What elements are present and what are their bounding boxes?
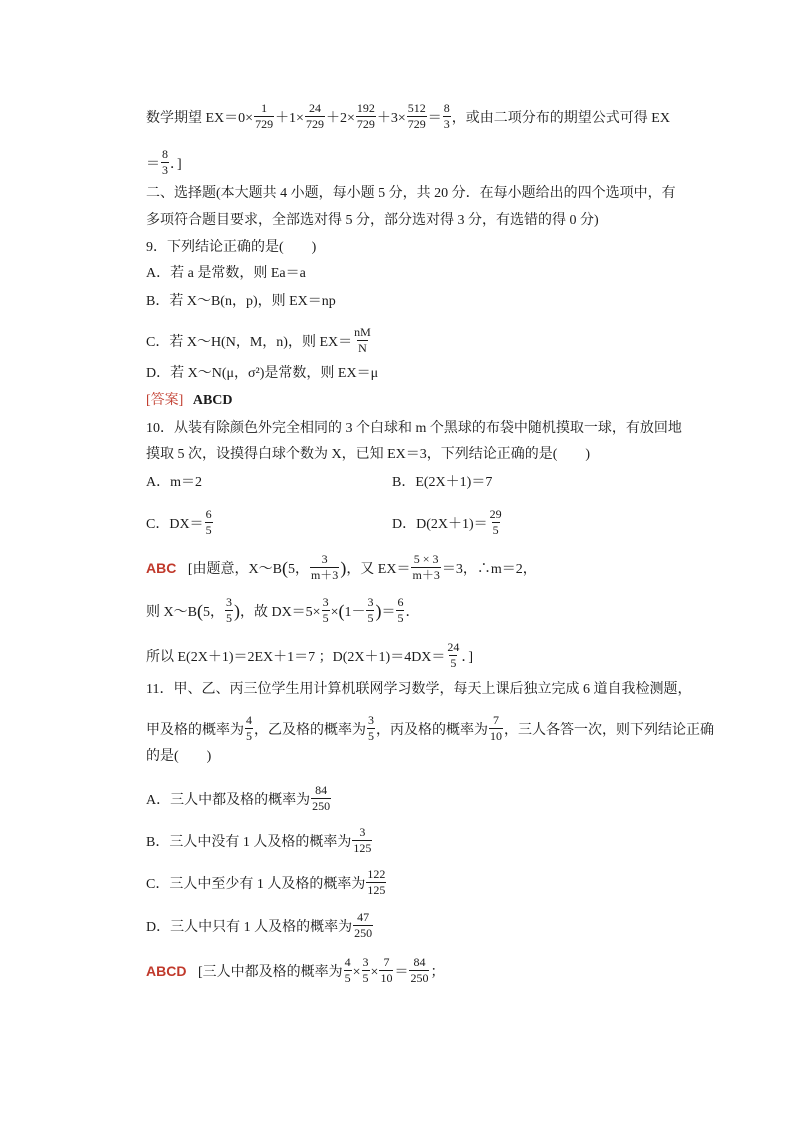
denominator: m＋3 [310,568,339,583]
section-heading-line-2: 多项符合题目要求，全部选对得 5 分，部分选对得 3 分，有选错的得 0 分) [146,213,599,228]
denominator: 5 [246,729,252,744]
q11-stem-line-3: 的是( ) [146,749,212,764]
numerator: 29 [489,507,502,521]
q10-option-d [392,507,504,539]
fraction [362,956,370,985]
fraction [311,784,331,813]
numerator: 192 [356,101,375,115]
numerator: 1 [261,101,268,115]
fraction [407,102,427,131]
text: ＝ [427,110,442,126]
numerator: 3 [225,595,232,609]
text: ，又 EX＝ [346,561,411,577]
fraction [489,508,503,537]
denominator: 10 [380,971,393,986]
text: ． [405,604,420,620]
denominator: 3 [162,163,168,178]
text: ，三人各答一次，则下列结论正确 [504,722,714,738]
numerator: 24 [308,101,321,115]
numerator: 6 [397,595,404,609]
fraction [367,714,375,743]
numerator: 84 [315,783,328,797]
text: [由题意，X～B [187,561,282,577]
paren: ) [375,600,382,621]
numerator: 3 [359,825,366,839]
text: ，乙及格的概率为 [254,722,366,738]
denominator: 125 [353,841,372,856]
q10-stem-line-2: 摸取 5 次，设摸得白球个数为 X，已知 EX＝3，下列结论正确的是( ) [146,447,591,462]
text: ＋2× [325,110,355,126]
text: D．D(2X＋1)＝ [392,516,488,532]
paren: ) [340,557,347,578]
text: ＝3，∴m＝2， [441,561,537,577]
text: 所以 E(2X＋1)＝2EX＋1＝7 ；D(2X＋1)＝4DX＝ [146,649,446,665]
text: 甲及格的概率为 [146,722,244,738]
text: B．三人中没有 1 人及格的概率为 [146,834,352,850]
numerator: 3 [362,955,369,969]
paren: ( [196,600,203,621]
denominator: 5 [397,611,404,626]
numerator: 3 [367,595,374,609]
fraction [344,956,352,985]
paren: ( [338,600,345,621]
text: × [352,964,361,980]
numerator: 4 [344,955,351,969]
denominator: 250 [410,971,429,986]
q9-option-a: A．若 a 是常数，则 Ea＝a [146,266,306,281]
numerator: 84 [413,955,426,969]
denominator: 3 [443,117,450,132]
denominator: 5 [362,971,369,986]
text: ，丙及格的概率为 [376,722,488,738]
denominator: 125 [367,883,386,898]
fraction [366,596,374,625]
text: 则 X～B [146,604,197,620]
numerator: 3 [321,552,328,566]
paren: ( [281,557,288,578]
text: [三人中都及格的概率为 [197,964,343,980]
fraction [396,596,404,625]
numerator: 3 [322,595,329,609]
numerator: 7 [383,955,390,969]
intro-line-2 [146,147,182,179]
intro-line-1 [146,101,670,133]
q10-option-b: B．E(2X＋1)＝7 [392,475,493,490]
text: ＋3× [376,110,406,126]
numerator: 24 [447,640,460,654]
denominator: 5 [225,611,232,626]
denominator: 10 [490,729,502,744]
q11-stem-line-2 [146,713,714,745]
fraction [254,102,274,131]
denominator: 5 [367,611,374,626]
numerator: 122 [367,867,386,881]
q9-option-d: D．若 X～N(μ，σ²)是常数，则 EX＝μ [146,366,379,381]
q9-answer [146,394,233,408]
denominator: 5 [344,971,351,986]
fraction [352,826,372,855]
denominator: 729 [356,117,375,132]
answer-label: [答案] [146,393,184,408]
text: ．] [461,649,474,665]
q11-option-b [146,825,373,857]
q11-stem-line-1: 11．甲、乙、丙三位学生用计算机联网学习数学，每天上课后独立完成 6 道自我检测题， [146,682,692,697]
text: C．三人中至少有 1 人及格的概率为 [146,876,366,892]
q10-solution-line-2 [146,595,420,627]
denominator: 729 [407,117,426,132]
numerator: 47 [357,910,370,924]
fraction [366,868,386,897]
text: 5， [202,604,224,620]
text: 1－ [344,604,366,620]
fraction [446,641,460,670]
q9-option-c [146,325,373,357]
q11-option-c [146,867,387,899]
denominator: 729 [255,117,274,132]
text: ，或由二项分布的期望公式可得 EX [451,110,670,126]
numerator: 8 [162,147,168,161]
numerator: 8 [443,101,450,115]
q10-stem-line-1: 10．从装有除颜色外完全相同的 3 个白球和 m 个黑球的布袋中随机摸取一球，有放回地 [146,421,682,436]
text: × [330,604,339,620]
denominator: 729 [305,117,324,132]
text: D．三人中只有 1 人及格的概率为 [146,919,353,935]
fraction [356,102,376,131]
numerator: 6 [205,507,212,521]
numerator: 5 × 3 [413,552,439,566]
q9-option-b: B．若 X～B(n，p)，则 EX＝np [146,294,336,309]
fraction [310,553,339,582]
text: ＝ [381,604,396,620]
paren: ) [233,600,240,621]
answer-value: ABCD [192,393,233,408]
text: ； [430,964,445,980]
text: ．] [170,156,182,172]
q11-solution-line-1 [146,955,445,987]
numerator: 3 [368,713,374,727]
fraction [245,714,253,743]
fraction [161,148,169,177]
q11-option-a [146,783,332,815]
fraction [225,596,233,625]
text: ＝ [146,156,160,172]
fraction [205,508,213,537]
fraction [409,956,429,985]
fraction [322,596,330,625]
q11-option-d [146,910,374,942]
denominator: 5 [492,523,499,538]
denominator: 5 [450,656,457,671]
text: A．三人中都及格的概率为 [146,792,311,808]
denominator: 5 [205,523,212,538]
q10-solution-line-3 [146,640,474,672]
denominator: 5 [322,611,329,626]
q10-option-a: A．m＝2 [146,475,202,490]
fraction [489,714,503,743]
q9-stem: 9．下列结论正确的是( ) [146,240,317,255]
text: ，故 DX＝5× [239,604,321,620]
text: ＝ [394,964,409,980]
numerator: 7 [493,713,499,727]
denominator: m＋3 [412,568,440,583]
denominator: N [358,341,367,356]
fraction [353,911,373,940]
text: C．若 X～H(N，M，n)，则 EX＝ [146,334,353,350]
text: × [370,964,379,980]
q10-option-c [146,507,214,539]
numerator: 512 [407,101,426,115]
section-heading-line-1: 二、选择题(本大题共 4 小题，每小题 5 分，共 20 分．在每小题给出的四个选项中，有 [146,186,676,201]
fraction [411,553,440,582]
text: C．DX＝ [146,516,204,532]
fraction [443,102,451,131]
numerator: nM [354,325,371,339]
fraction [353,326,372,355]
solution-label: ABCD [146,962,187,979]
text: ＋1× [275,110,304,126]
q10-solution-line-1 [146,552,537,584]
denominator: 250 [354,926,373,941]
numerator: 4 [246,713,252,727]
solution-label: ABC [146,559,177,576]
fraction [379,956,393,985]
text: 数学期望 EX＝0× [146,110,254,126]
denominator: 250 [312,799,331,814]
fraction [305,102,325,131]
text: 5， [287,561,309,577]
denominator: 5 [368,729,374,744]
